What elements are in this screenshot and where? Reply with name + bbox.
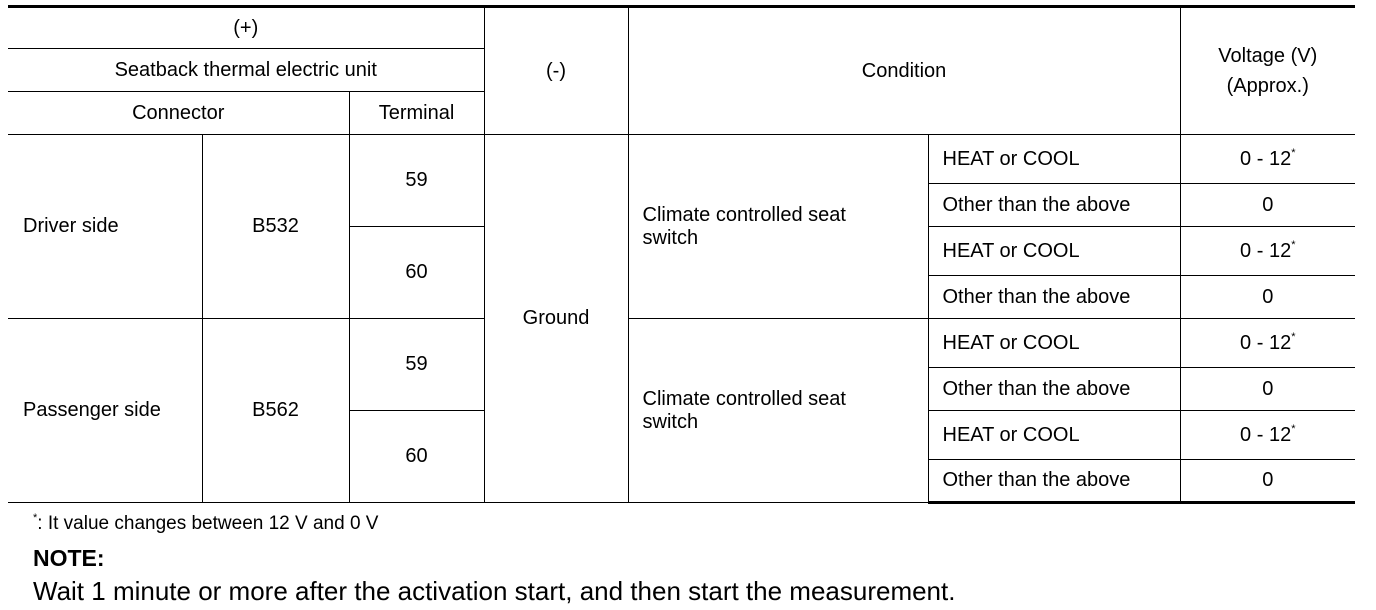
side-label: Passenger side	[8, 319, 202, 503]
terminal-number: 60	[349, 227, 484, 319]
terminal-number: 60	[349, 411, 484, 503]
state-heat-cool: HEAT or COOL	[928, 319, 1180, 368]
voltage-value: 0 - 12*	[1180, 411, 1355, 460]
voltage-value: 0	[1180, 276, 1355, 319]
header-condition: Condition	[628, 7, 1180, 135]
header-voltage-line1: Voltage (V)	[1218, 45, 1318, 67]
connector-id: B532	[202, 135, 349, 319]
state-other: Other than the above	[928, 368, 1180, 411]
voltage-value: 0 - 12*	[1180, 227, 1355, 276]
connector-id: B562	[202, 319, 349, 503]
condition-label: Climate controlled seat switch	[628, 319, 928, 503]
state-other: Other than the above	[928, 184, 1180, 227]
condition-label: Climate controlled seat switch	[628, 135, 928, 319]
voltage-value: 0	[1180, 460, 1355, 503]
state-other: Other than the above	[928, 460, 1180, 503]
voltage-value: 0	[1180, 184, 1355, 227]
header-plus: (+)	[8, 7, 484, 49]
ground-cell: Ground	[484, 135, 628, 503]
footnote-mark: *	[33, 512, 38, 524]
footnote-text: : It value changes between 12 V and 0 V	[37, 513, 379, 534]
voltage-value: 0 - 12*	[1180, 319, 1355, 368]
footnote	[33, 513, 378, 535]
header-connector: Connector	[8, 92, 349, 135]
header-minus: (-)	[484, 7, 628, 135]
header-terminal: Terminal	[349, 92, 484, 135]
state-heat-cool: HEAT or COOL	[928, 135, 1180, 184]
header-voltage	[1180, 7, 1355, 135]
voltage-spec-table	[8, 5, 1355, 504]
voltage-value: 0	[1180, 368, 1355, 411]
state-heat-cool: HEAT or COOL	[928, 227, 1180, 276]
header-unit: Seatback thermal electric unit	[8, 49, 484, 92]
side-label: Driver side	[8, 135, 202, 319]
terminal-number: 59	[349, 135, 484, 227]
terminal-number: 59	[349, 319, 484, 411]
table-row	[8, 135, 1355, 184]
voltage-value: 0 - 12*	[1180, 135, 1355, 184]
state-heat-cool: HEAT or COOL	[928, 411, 1180, 460]
note-title: NOTE:	[33, 545, 105, 571]
header-voltage-line2: (Approx.)	[1226, 75, 1309, 97]
note-text: Wait 1 minute or more after the activation start, and then start the measurement.	[33, 576, 956, 606]
table-row	[8, 319, 1355, 368]
state-other: Other than the above	[928, 276, 1180, 319]
